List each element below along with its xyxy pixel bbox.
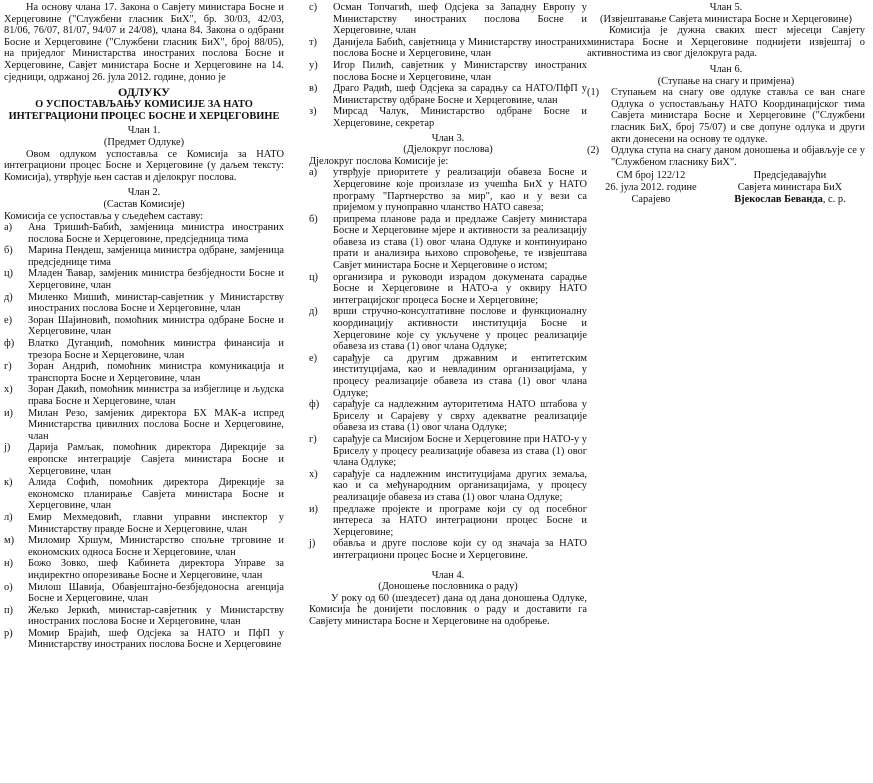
member-item-text: Зоран Андрић, помоћник министра комуникација и транспорта Босне и Херцеговине, члан — [28, 361, 284, 384]
duty-item-marker: х) — [309, 468, 318, 480]
article-6-list — [587, 87, 865, 168]
member-item — [4, 315, 284, 338]
signatory-block — [715, 170, 865, 205]
member-item — [4, 338, 284, 361]
member-item-marker: а) — [4, 222, 13, 234]
member-item-marker: р) — [4, 627, 13, 639]
column-1 — [4, 2, 284, 651]
member-item-marker: х) — [4, 384, 13, 396]
signatory-suffix: , с. р. — [822, 193, 846, 205]
member-item-marker: к) — [4, 477, 13, 489]
member-item-marker: з) — [309, 106, 317, 118]
article-5-name: (Извјештавање Савјета министара Босне и Херцеговине) — [600, 13, 852, 25]
member-item — [4, 477, 284, 512]
article-6-item — [587, 87, 865, 145]
duty-item — [309, 504, 587, 539]
member-item — [4, 605, 284, 628]
member-item — [309, 83, 587, 106]
article-3-number: Члан 3. — [431, 132, 465, 144]
duty-item-text: сарађује са надлежним институцијама других земаља, као и са међународним организацијама, у процесу реализације обавеза из става (1) овог члана Одлуке; — [333, 468, 587, 503]
member-item-text: Емир Мехмедовић, главни управни инспектор у Министарству правде Босне и Херцеговине, члан — [28, 511, 284, 535]
member-item — [309, 37, 587, 60]
member-item-marker: ј) — [4, 442, 11, 454]
signatory-body: Савјета министара БиХ — [737, 181, 843, 193]
member-list — [4, 222, 284, 651]
article-6-number: Члан 6. — [709, 63, 743, 75]
duty-item-text: припрема планове рада и предлаже Савјету министара Босне и Херцеговине мјере и активности за реализацију обавеза из става (1) овог члана Одлуке и континуирано прати и анализира њихово спровођење, те извјештава Савјет министара Босне и Херцеговине о истом; — [333, 213, 587, 272]
article-4-text: У року од 60 (шездесет) дана од дана доношења Одлуке, Комисија ће донијети пословник о раду и доставити га Савјету министара Босне и Херцеговине на одобрење. — [309, 592, 587, 627]
duty-item-text: обавља и друге послове који су од значаја за НАТО интеграциони процес Босне и Херцеговине. — [333, 538, 587, 561]
member-item-text: Алида Софић, помоћник директора Дирекције за економско планирање Савјета министара Босне и Херцеговине, члан — [28, 477, 284, 512]
article-5-text: Комисија је дужна сваких шест мјесеци Савјету министара Босне и Херцеговине поднијети извјештај о активностима из свог дјелокруга рада. — [587, 25, 865, 60]
member-item — [4, 512, 284, 535]
member-item-text: Момир Брајић, шеф Одсјека за НАТО и ПфП у Министарству иностраних послова Босне и Херцеговине — [28, 627, 284, 651]
column-2 — [309, 2, 587, 627]
member-item-marker: и) — [4, 407, 14, 419]
article-3-name: (Дјелокруг послова) — [403, 144, 493, 156]
member-item-marker: ф) — [4, 338, 15, 350]
reference-block — [587, 170, 715, 205]
member-item — [4, 408, 284, 443]
duty-item-text: врши стручно-консултативне послове и функционалну координацију активности институција Босне и Херцеговине које су укључене у процес реализације обавеза из става (1) овог члана Одлуке; — [333, 306, 587, 353]
member-item — [4, 268, 284, 291]
article-3-lead: Дјелокруг послова Комисије је: — [309, 155, 449, 167]
article-4-number: Члан 4. — [431, 569, 465, 581]
duty-item — [309, 469, 587, 504]
member-item — [4, 245, 284, 268]
member-list-continued — [309, 2, 587, 130]
member-item-marker: д) — [4, 291, 13, 303]
member-item — [4, 384, 284, 407]
duty-item-marker: б) — [309, 213, 318, 225]
duty-item — [309, 353, 587, 399]
reference-number: СМ број 122/12 — [616, 170, 686, 182]
duty-item-marker: г) — [309, 433, 317, 445]
article-2-number: Члан 2. — [127, 187, 161, 199]
member-item-marker: в) — [309, 83, 318, 95]
signatory-title: Предсједавајући — [753, 170, 827, 182]
member-item-text: Марина Пендеш, замјеница министра одбране, замјеница предсједнице тима — [28, 245, 284, 268]
member-item — [4, 292, 284, 315]
member-item — [4, 558, 284, 581]
member-item-text: Влатко Дуганџић, помоћник министра финансија и трезора Босне и Херцеговине, члан — [28, 338, 284, 361]
member-item — [4, 361, 284, 384]
duty-item-marker: ф) — [309, 399, 320, 411]
member-item — [309, 2, 587, 37]
article-2-name: (Састав Комисије) — [103, 198, 185, 210]
article-2-lead: Комисија се успоставља у сљедећем саставу: — [4, 210, 204, 222]
member-item-text: Ана Тришић-Бабић, замјеница министра иностраних послова Босне и Херцеговине, предсједница тима — [28, 222, 284, 245]
member-item-text: Дарија Рамљак, помоћник директора Дирекције за европске интеграције Савјета министара Босне и Херцеговине, члан — [28, 442, 284, 477]
member-item-marker: о) — [4, 581, 13, 593]
article-6-item-marker: (1) — [587, 87, 600, 99]
member-item — [4, 222, 284, 245]
duty-item-text: сарађује са Мисијом Босне и Херцеговине при НАТО-у у Бриселу у процесу реализације обавеза из става (1) овог члана Одлуке; — [333, 433, 587, 469]
article-6-item-marker: (2) — [587, 145, 600, 157]
member-item-text: Зоран Дакић, помоћник министра за избјеглице и људска права Босне и Херцеговине, члан — [28, 384, 284, 407]
document-title: ОДЛУКУ — [117, 85, 170, 100]
duty-item-marker: и) — [309, 503, 319, 515]
member-item-text: Миломир Хршум, Министарство спољне трговине и економских односа Босне и Херцеговине, члан — [28, 535, 284, 558]
member-item-text: Осман Топчагић, шеф Одсјека за Западну Европу у Министарству иностраних послова Босне и Херцеговине, члан — [333, 2, 587, 37]
article-1-name: (Предмет Одлуке) — [103, 136, 185, 148]
member-item — [309, 60, 587, 83]
column-3 — [587, 2, 865, 205]
duty-item — [309, 214, 587, 272]
duty-item-marker: д) — [309, 306, 318, 318]
member-item-marker: б) — [4, 245, 13, 257]
reference-place: Сарајево — [631, 193, 671, 205]
member-item — [4, 628, 284, 651]
member-item-marker: ц) — [4, 268, 14, 280]
member-item-text: Младен Ћавар, замјеник министра безбједности Босне и Херцеговине, члан — [28, 268, 284, 292]
duty-item-text: предлаже пројекте и програме који су од посебног интереса за НАТО интеграциони процес Босне и Херцеговине; — [333, 503, 587, 538]
duty-item — [309, 272, 587, 307]
signature-block — [587, 170, 865, 205]
member-item-text: Жељко Јеркић, министар-савјетник у Министарству иностраних послова Босне и Херцеговине, члан — [28, 604, 284, 628]
member-item-marker: л) — [4, 511, 13, 523]
duty-item — [309, 306, 587, 352]
duty-item-text: сарађује са надлежним ауторитетима НАТО штабова у Бриселу и Сарајеву у сврху адекватне реализације обавеза из става (1) овог члана Одлуке; — [333, 399, 587, 434]
article-6-name: (Ступање на снагу и примјена) — [657, 75, 795, 87]
member-item-marker: н) — [4, 558, 14, 570]
article-1-number: Члан 1. — [127, 125, 161, 137]
duty-item — [309, 538, 587, 561]
member-item-marker: у) — [309, 59, 318, 71]
signatory-line — [715, 194, 865, 206]
duty-item-marker: е) — [309, 352, 318, 364]
article-6-item-text: Ступањем на снагу ове одлуке ставља се ван снаге Одлука о успостављању НАТО Координацијског тима Савјета министара Босне и Херцеговине ("Службени гласник БиХ, број 75/07) и све допуне одлука и други акти донесени на основу те одлуке. — [611, 87, 865, 145]
member-item-text: Миленко Мишић, министар-савјетник у Министарству иностраних послова Босне и Херцеговине, члан — [28, 291, 284, 315]
reference-date: 26. јула 2012. године — [605, 181, 697, 193]
duty-item — [309, 399, 587, 434]
member-item-marker: е) — [4, 314, 13, 326]
member-item-marker: г) — [4, 361, 12, 373]
member-item-text: Драго Радић, шеф Одсјека за сарадњу са НАТО/ПфП у Министарству одбране Босне и Херцеговине, члан — [333, 83, 587, 106]
document-subtitle: О УСПОСТАВЉАЊУ КОМИСИЈЕ ЗА НАТО ИНТЕГРАЦИОНИ ПРОЦЕС БОСНЕ И ХЕРЦЕГОВИНЕ — [8, 99, 280, 122]
member-item-text: Милан Резо, замјеник директора БХ МАК-а испред Министарства цивилних послова Босне и Херцеговине, члан — [28, 407, 284, 442]
member-item-text: Мирсад Чалук, Министарство одбране Босне и Херцеговине, секретар — [333, 106, 587, 129]
member-item-text: Игор Пилић, савјетник у Министарству иностраних послова Босне и Херцеговине, члан — [333, 59, 587, 83]
member-item — [4, 535, 284, 558]
member-item-text: Божо Зовко, шеф Кабинета директора Управе за индиректно опорезивање Босне и Херцеговине, члан — [28, 558, 284, 581]
article-1-text: Овом одлуком успоставља се Комисија за НАТО интеграциони процес Босне и Херцеговине (у даљем тексту: Комисија), утврђује њен састав и дјелокруг послова. — [4, 148, 284, 183]
duty-item-text: сарађује са другим државним и ентитетским институцијама, као и невладиним организацијама, у процесу реализације обавеза из става (1) овог члана Одлуке; — [333, 352, 587, 399]
preamble: На основу члана 17. Закона о Савјету министара Босне и Херцеговине ("Службени гласник БиХ", бр. 30/03, 42/03, 81/06, 76/07, 81/07, 94/07 и 24/08), члана 84. Закона о одбрани Босне и Херцеговине ("Службени гласник БиХ", број 88/05), на приједлог Министарства иностраних послова Босне и Херцеговине, Савјет министара Босне и Херцеговине на 14. сједници, одржаној 26. јула 2012. године, донио је — [4, 2, 284, 83]
duty-item-marker: ц) — [309, 271, 319, 283]
duty-item-marker: а) — [309, 167, 318, 179]
duty-item-text: организира и руководи израдом докумената сарадње Босне и Херцеговине и НАТО-а у оквиру НАТО интеграцијског процеса Босне и Херцеговине; — [333, 271, 587, 306]
article-4-name: (Доношење пословника о раду) — [378, 581, 518, 593]
duty-item-marker: ј) — [309, 538, 316, 550]
member-item — [309, 106, 587, 129]
article-5-number: Члан 5. — [709, 2, 743, 13]
member-item — [4, 442, 284, 477]
article-6-item — [587, 145, 865, 168]
member-item — [4, 582, 284, 605]
member-item-text: Зоран Шајиновић, помоћник министра одбране Босне и Херцеговине, члан — [28, 314, 284, 338]
duty-list — [309, 167, 587, 561]
member-item-text: Милош Шавија, Обавјештајно-безбједоносна агенција Босне и Херцеговине, члан — [28, 581, 284, 605]
member-item-marker: т) — [309, 36, 318, 48]
duty-item — [309, 167, 587, 213]
duty-item-text: утврђује приоритете у реализацији обавеза Босне и Херцеговине које произлазе из учешћа БиХ у НАТО програму "Партнерство за мир", као и у вези са пријемом у пуноправно чланство НАТО савеза; — [333, 167, 587, 214]
member-item-marker: м) — [4, 535, 15, 547]
member-item-marker: с) — [309, 2, 318, 13]
signatory-name: Вјекослав Беванда — [734, 193, 823, 205]
member-item-marker: п) — [4, 604, 14, 616]
member-item-text: Данијела Бабић, савјетница у Министарству иностраних послова Босне и Херцеговине, члан — [333, 36, 587, 60]
duty-item — [309, 434, 587, 469]
article-6-item-text: Одлука ступа на снагу даном доношења и објављује се у "Службеном гласнику БиХ". — [611, 145, 865, 168]
